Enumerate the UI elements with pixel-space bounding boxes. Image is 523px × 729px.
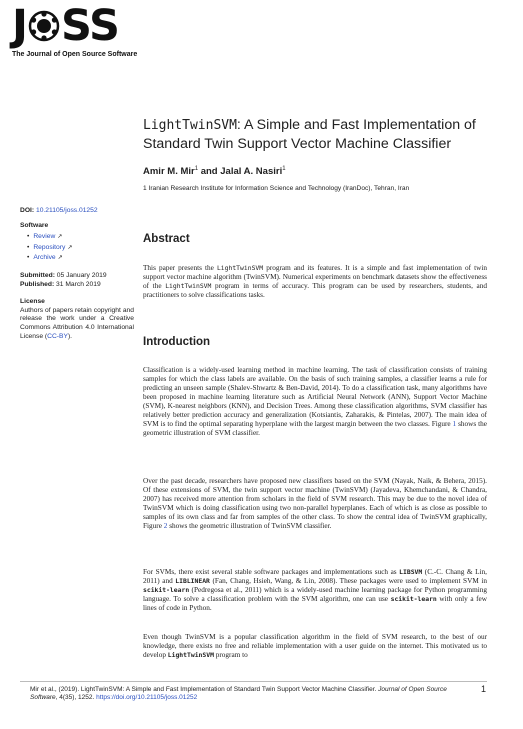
figure-1-link[interactable]: 1	[452, 420, 457, 429]
list-item	[27, 244, 134, 253]
external-link-icon: ↗	[57, 234, 63, 241]
intro-p3-text-5: with only a few lines of code in Python.	[143, 595, 487, 613]
list-item	[27, 233, 134, 242]
published-value: 31 March 2019	[54, 280, 101, 288]
doi-line	[20, 207, 134, 216]
author-1-affil-mark: 1	[194, 166, 199, 172]
doi-link[interactable]: 10.21105/joss.01252	[35, 207, 98, 214]
abstract-code-2: LightTwinSVM	[165, 282, 212, 291]
introduction-heading: Introduction	[143, 336, 211, 348]
software-heading: Software	[20, 221, 49, 229]
citation-footer	[30, 686, 460, 702]
author-1: Amir M. Mir	[143, 166, 195, 178]
license-heading: License	[20, 298, 45, 306]
page-number: 1	[481, 684, 487, 694]
submitted-label: Submitted:	[20, 271, 55, 279]
intro-p1-text-1: Classification is a widely-used learning method in machine learning. The task of classification consists of training samples for which the class labels are available. On the basis of such training samples, a classifier learns a rule for predicting an unseen sample (Shalev-Shwartz & Ben-David, 2014). To do a classification task, many algorithms have been proposed in machine learning literature such as Artificial Neural Network (ANN), Support Vector Machine (SVM), K-nearest neighbors (KNN), and Decision Trees. Among these classification algorithms, SVM classifier has relatively better prediction accuracy and generalization (Kotsiantis, Zaharakis, & Pintelas, 2007). The main idea of SVM is to find the optimal separating hyperplane with the largest margin between the two classes. Figure	[143, 366, 487, 429]
title-rest: : A Simple and Fast Implementation of Standard Twin Support Vector Machine Classifier	[143, 117, 476, 152]
license-body: Authors of papers retain copyright and release the work under a Creative Commons Attribution 4.0 International License (	[20, 306, 134, 340]
intro-p2-text-1: Over the past decade, researchers have proposed new classifiers based on the SVM (Nayak, Naik, & Behera, 2015). Of these extensions of SVM, the twin support vector machine (TwinSVM) (Jayadeva, Khemchandani, & Chandra, 2007) has received more attention from scholars in the field of SVM research. This may be due to the novel idea of TwinSVM which is doing classification using two non-parallel hyperplanes. Each of which is as close as possible to samples of its own class and far from samples of the other class. To show the central idea of TwinSVM graphically, Figure	[143, 477, 487, 531]
license-end: ).	[67, 332, 73, 340]
citation-journal: Journal of Open Source Software	[30, 686, 447, 702]
affiliation: 1 Iranian Research Institute for Information Science and Technology (IranDoc), Tehran, Iran	[143, 185, 410, 192]
intro-p3-text-3: (Fan, Chang, Hsieh, Wang, & Lin, 2008). These packages were used to implement SVM in	[209, 577, 487, 586]
authors	[143, 166, 286, 177]
intro-p3-text-1: For SVMs, there exist several stable software packages and implementations such as	[143, 568, 400, 576]
citation-text-2: , 4(35), 1252.	[55, 694, 97, 702]
intro-p4-text-1: Even though TwinSVM is a popular classification algorithm in the field of SVM research, to the best of our knowledge, there exists no free and reliable implementation with a user guide on the internet. This motivated us to develop	[143, 633, 487, 660]
submitted-value: 05 January 2019	[54, 271, 107, 279]
journal-name: The Journal of Open Source Software	[12, 51, 138, 58]
intro-p3-code-libsvm: LIBSVM	[399, 568, 423, 576]
published-label: Published:	[20, 280, 55, 288]
intro-p1-text-2: shows the geometric illustration of SVM classifier.	[143, 420, 487, 438]
citation-text-1: Mir et al., (2019). LightTwinSVM: A Simple and Fast Implementation of Standard Twin Support Vector Machine Classifier.	[30, 686, 379, 693]
intro-p4-text-2: program to	[213, 651, 248, 660]
intro-paragraph-1	[143, 366, 487, 438]
bullet-icon: •	[27, 233, 30, 241]
intro-paragraph-3	[143, 568, 487, 613]
title-program-name: LightTwinSVM	[143, 118, 237, 133]
author-2: Jalal A. Nasiri	[220, 166, 283, 178]
bullet-icon: •	[27, 254, 30, 262]
abstract-code-1: LightTwinSVM	[216, 264, 264, 272]
intro-paragraph-2	[143, 477, 487, 531]
citation-doi-link[interactable]: https://doi.org/10.21105/joss.01252	[96, 694, 198, 702]
software-links	[27, 233, 134, 263]
intro-p3-code-sklearn-2: scikit-learn	[390, 595, 437, 604]
abstract-text-2: program and its features. It is a simple and fast implementation of twin support vector machine algorithm (TwinSVM). Numerical experiments on benchmark datasets show the effectiveness of the	[143, 264, 487, 291]
joss-logo-mark	[12, 1, 142, 51]
external-link-icon: ↗	[67, 244, 73, 251]
intro-p3-text-2: (C.-C. Chang & Lin, 2011) and	[143, 568, 487, 586]
paper-title	[143, 116, 493, 154]
doi-label: DOI:	[20, 207, 36, 214]
repository-link[interactable]: Repository	[33, 243, 66, 251]
joss-logo	[12, 1, 142, 58]
abstract-heading: Abstract	[143, 233, 190, 245]
review-link[interactable]: Review	[33, 233, 56, 241]
published-date	[20, 281, 134, 290]
author-2-affil-mark: 1	[282, 166, 286, 172]
logo-o-icon	[28, 10, 60, 42]
footer-divider	[20, 681, 487, 682]
intro-p4-code: LightTwinSVM	[167, 651, 214, 660]
abstract-text-3: program in terms of accuracy. This program can be used by researchers, students, and practitioners to solve classifications tasks.	[143, 282, 487, 300]
submitted-date	[20, 272, 134, 281]
logo-letters-ss: SS	[61, 1, 120, 51]
list-item	[27, 254, 134, 263]
abstract-paragraph	[143, 264, 487, 300]
intro-p3-code-sklearn-1: scikit-learn	[143, 586, 190, 595]
archive-link[interactable]: Archive	[33, 254, 56, 262]
bullet-icon: •	[27, 243, 30, 251]
intro-p3-code-liblinear: LIBLINEAR	[175, 577, 210, 586]
license-text	[20, 307, 134, 341]
external-link-icon: ↗	[57, 255, 63, 262]
figure-2-link[interactable]: 2	[163, 522, 168, 531]
intro-p3-text-4: (Pedregosa et al., 2011) which is a widely-used machine learning package for Python programming language. To solve a classification problem with the SVM algorithm, one can use	[143, 586, 487, 604]
sidebar	[20, 207, 134, 341]
logo-letter-j: J	[12, 1, 27, 51]
intro-p2-text-2: shows the geometric illustration of TwinSVM classifier.	[167, 522, 332, 531]
abstract-text-1: This paper presents the	[143, 264, 217, 272]
intro-paragraph-4	[143, 633, 487, 660]
cc-by-link[interactable]: CC-BY	[47, 332, 68, 340]
authors-and: and	[198, 166, 221, 178]
